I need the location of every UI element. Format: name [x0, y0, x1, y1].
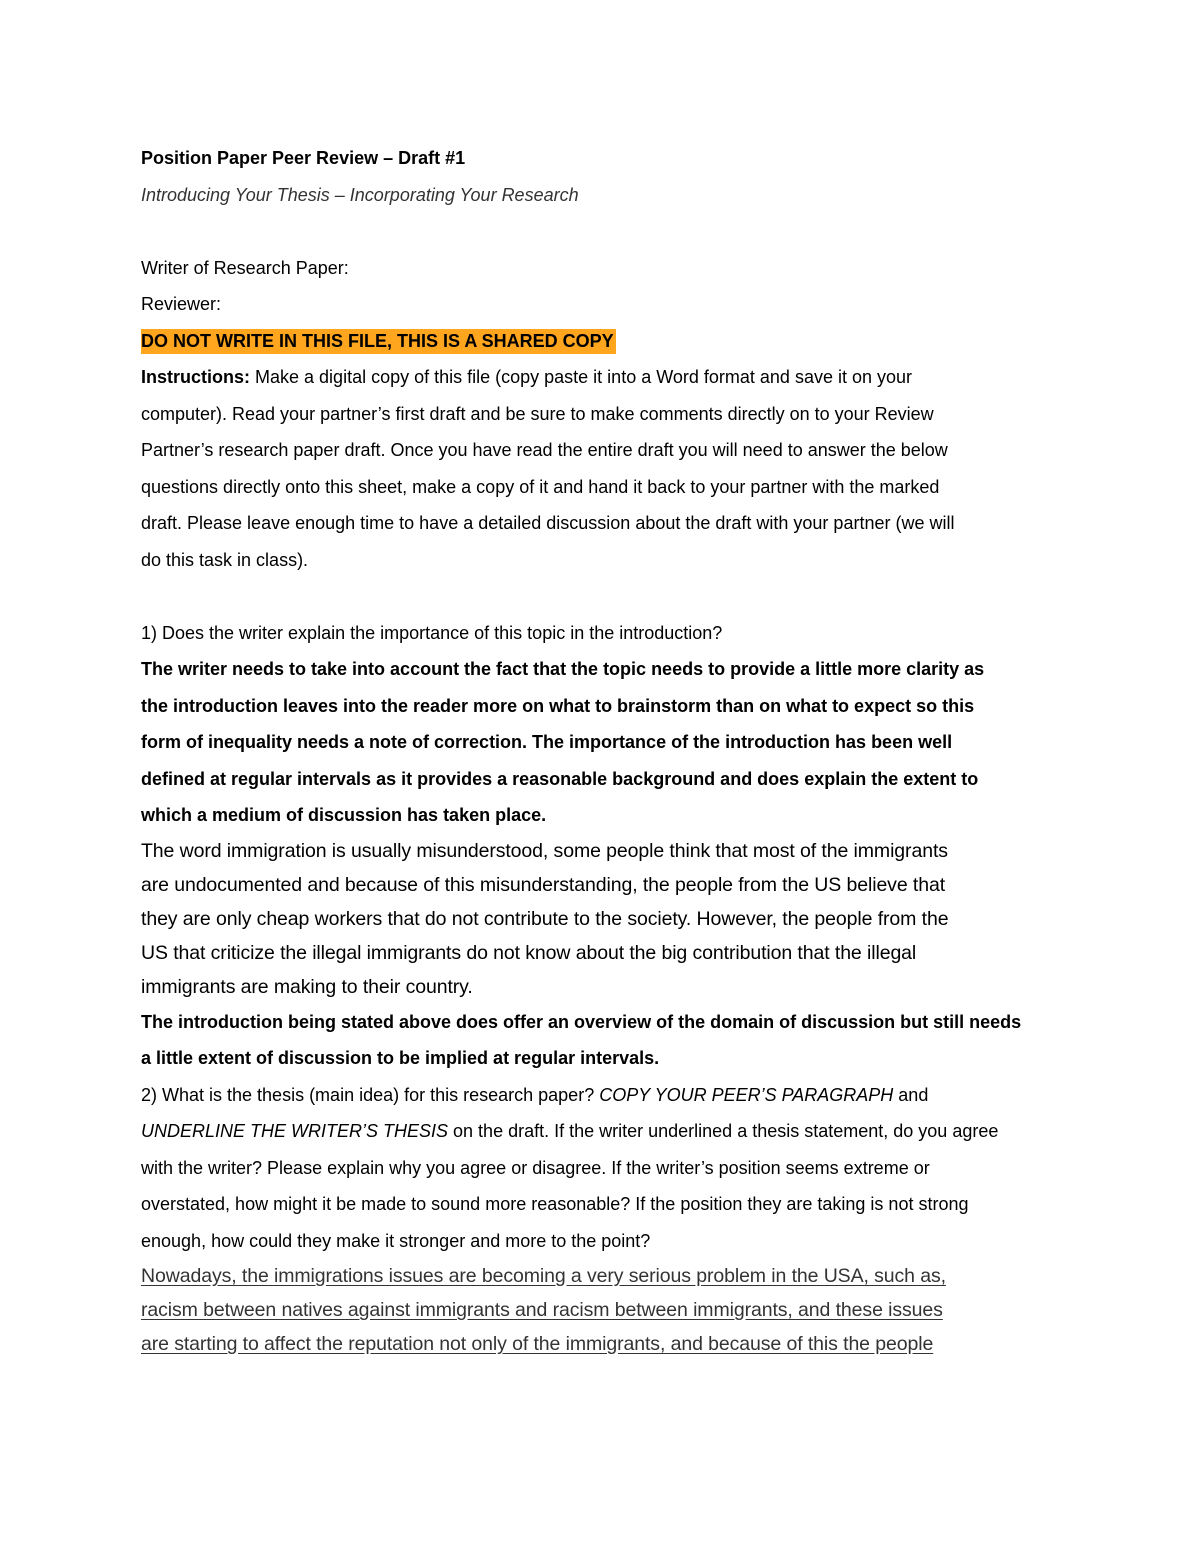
excerpt-line: US that criticize the illegal immigrants do not know about the big contribution that the illegal	[141, 941, 917, 964]
reviewer-label: Reviewer:	[141, 294, 222, 314]
excerpt-line: they are only cheap workers that do not contribute to the society. However, the people from the	[141, 907, 949, 930]
spacer	[141, 213, 1061, 250]
thesis-line: racism between natives against immigrants and racism between immigrants, and these issues	[141, 1299, 943, 1321]
instructions-line: draft. Please leave enough time to have a detailed discussion about the draft with your partner (we will	[141, 513, 955, 533]
answer-1-line: which a medium of discussion has taken place.	[141, 805, 547, 825]
comment-line: a little extent of discussion to be implied at regular intervals.	[141, 1048, 660, 1068]
instructions-label: Instructions:	[141, 367, 251, 387]
excerpt-line: immigrants are making to their country.	[141, 975, 473, 998]
answer-1-line: form of inequality needs a note of correction. The importance of the introduction has been well	[141, 732, 953, 752]
excerpt-line: are undocumented and because of this misunderstanding, the people from the US believe that	[141, 873, 946, 896]
document-subtitle: Introducing Your Thesis – Incorporating Your Research	[141, 184, 579, 205]
question-2-emphasis: UNDERLINE THE WRITER’S THESIS	[141, 1121, 449, 1141]
shared-copy-warning: DO NOT WRITE IN THIS FILE, THIS IS A SHARED COPY	[141, 329, 616, 354]
spacer	[141, 578, 1061, 615]
comment-line: The introduction being stated above does offer an overview of the domain of discussion but still needs	[141, 1011, 1022, 1032]
thesis-line: are starting to affect the reputation not only of the immigrants, and because of this the people	[141, 1333, 934, 1355]
question-2-text: on the draft. If the writer underlined a thesis statement, do you agree	[448, 1121, 999, 1141]
question-2-emphasis: COPY YOUR PEER’S PARAGRAPH	[599, 1084, 894, 1105]
thesis-line: Nowadays, the immigrations issues are becoming a very serious problem in the USA, such as,	[141, 1265, 946, 1287]
answer-1-line: The writer needs to take into account the fact that the topic needs to provide a little more clarity as	[141, 659, 985, 679]
warning-line	[141, 323, 1061, 360]
question-2-line: with the writer? Please explain why you agree or disagree. If the writer’s position seems extreme or	[141, 1157, 930, 1178]
question-1: 1) Does the writer explain the importance of this topic in the introduction?	[141, 622, 723, 643]
document-title: Position Paper Peer Review – Draft #1	[141, 148, 466, 168]
instructions-line: do this task in class).	[141, 549, 309, 570]
document-page	[141, 140, 1061, 1361]
instructions-text: Make a digital copy of this file (copy paste it into a Word format and save it on your	[250, 367, 913, 387]
question-2-text: and	[893, 1084, 929, 1105]
instructions-line: Partner’s research paper draft. Once you have read the entire draft you will need to answer the below	[141, 440, 948, 460]
question-2-line	[141, 1113, 1061, 1150]
question-2-line	[141, 1077, 1061, 1114]
question-2-line: enough, how could they make it stronger and more to the point?	[141, 1230, 651, 1251]
writer-label: Writer of Research Paper:	[141, 257, 349, 278]
instructions-line: questions directly onto this sheet, make a copy of it and hand it back to your partner with the marked	[141, 476, 940, 497]
question-2-text: 2) What is the thesis (main idea) for this research paper?	[141, 1084, 600, 1105]
instructions-line	[141, 359, 1061, 396]
answer-1-line: defined at regular intervals as it provides a reasonable background and does explain the extent to	[141, 768, 979, 789]
instructions-line: computer). Read your partner’s first draft and be sure to make comments directly on to your Review	[141, 403, 934, 424]
question-2-line: overstated, how might it be made to sound more reasonable? If the position they are taking is not strong	[141, 1194, 969, 1214]
excerpt-line: The word immigration is usually misunderstood, some people think that most of the immigrants	[141, 839, 948, 862]
answer-1-line: the introduction leaves into the reader more on what to brainstorm than on what to expect so this	[141, 695, 975, 716]
